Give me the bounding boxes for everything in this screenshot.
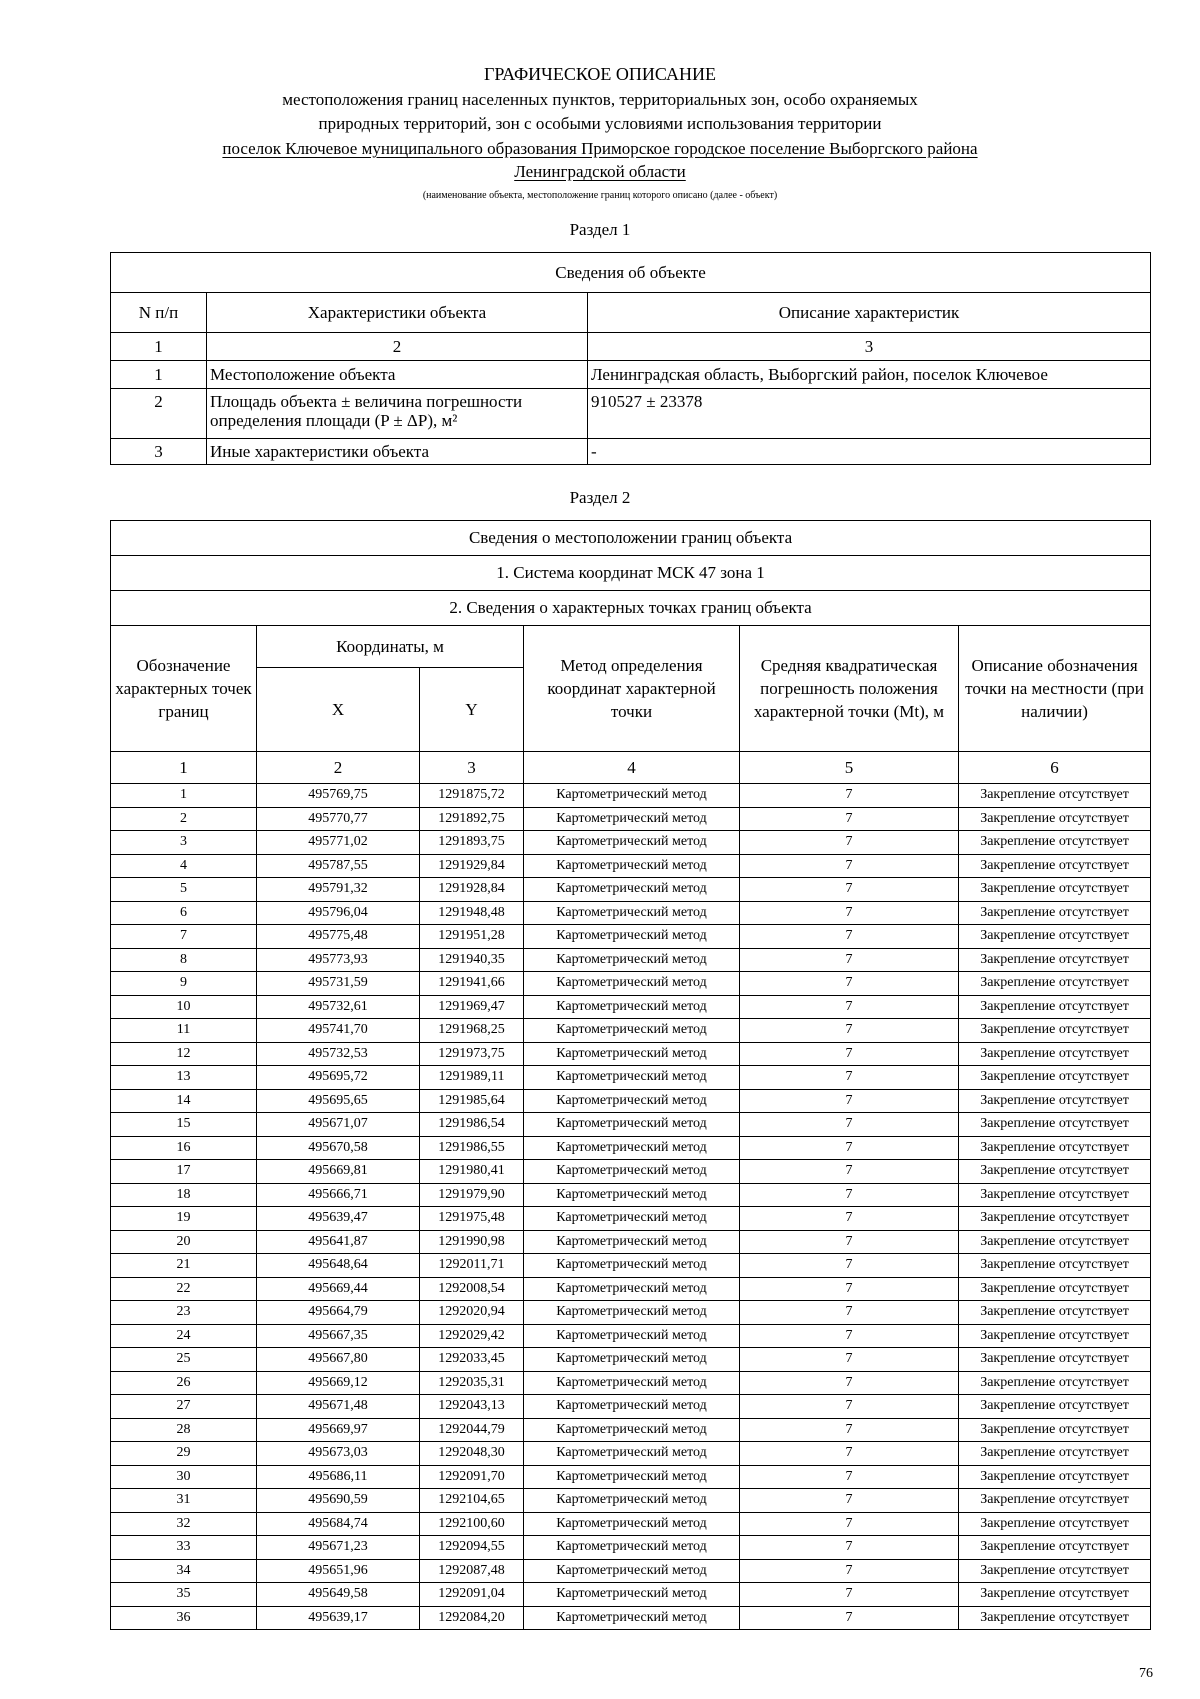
point-y: 1292033,45: [420, 1348, 524, 1372]
table-row: [111, 1489, 1151, 1513]
point-x: 495673,03: [257, 1442, 420, 1466]
document-subtitle-line2: природных территорий, зон с особыми условиями использования территории: [318, 114, 882, 133]
point-y: 1291990,98: [420, 1230, 524, 1254]
column-header-characteristics: Характеристики объекта: [207, 293, 588, 333]
point-method: Картометрический метод: [524, 831, 740, 855]
row-number: 2: [111, 389, 207, 439]
column-header-method: Метод определения координат характерной точки: [524, 626, 740, 752]
point-x: 495669,12: [257, 1371, 420, 1395]
point-method: Картометрический метод: [524, 972, 740, 996]
point-y: 1292094,55: [420, 1536, 524, 1560]
boundary-points-table: [110, 520, 1151, 1630]
point-number: 12: [111, 1042, 257, 1066]
point-error: 7: [740, 1301, 959, 1325]
point-error: 7: [740, 1536, 959, 1560]
point-y: 1291986,54: [420, 1113, 524, 1137]
point-description: Закрепление отсутствует: [959, 925, 1151, 949]
point-number: 35: [111, 1583, 257, 1607]
point-y: 1292084,20: [420, 1606, 524, 1630]
point-number: 31: [111, 1489, 257, 1513]
point-y: 1291929,84: [420, 854, 524, 878]
point-x: 495639,17: [257, 1606, 420, 1630]
point-description: Закрепление отсутствует: [959, 1089, 1151, 1113]
point-description: Закрепление отсутствует: [959, 972, 1151, 996]
point-y: 1291969,47: [420, 995, 524, 1019]
point-number: 23: [111, 1301, 257, 1325]
column-header-number: N п/п: [111, 293, 207, 333]
point-error: 7: [740, 1348, 959, 1372]
point-method: Картометрический метод: [524, 1465, 740, 1489]
row-number: 1: [111, 361, 207, 389]
point-method: Картометрический метод: [524, 1606, 740, 1630]
characteristic-name: Иные характеристики объекта: [207, 439, 588, 465]
point-x: 495796,04: [257, 901, 420, 925]
point-description: Закрепление отсутствует: [959, 1395, 1151, 1419]
point-x: 495669,81: [257, 1160, 420, 1184]
point-description: Закрепление отсутствует: [959, 1160, 1151, 1184]
section1-title: Раздел 1: [569, 220, 631, 239]
table-row: [111, 1207, 1151, 1231]
point-method: Картометрический метод: [524, 1019, 740, 1043]
point-description: Закрепление отсутствует: [959, 1536, 1151, 1560]
point-method: Картометрический метод: [524, 925, 740, 949]
point-error: 7: [740, 854, 959, 878]
point-number: 32: [111, 1512, 257, 1536]
point-x: 495651,96: [257, 1559, 420, 1583]
point-y: 1292020,94: [420, 1301, 524, 1325]
point-error: 7: [740, 1207, 959, 1231]
point-number: 2: [111, 807, 257, 831]
point-number: 27: [111, 1395, 257, 1419]
table-row: [111, 1442, 1151, 1466]
point-description: Закрепление отсутствует: [959, 784, 1151, 808]
point-x: 495641,87: [257, 1230, 420, 1254]
point-description: Закрепление отсутствует: [959, 1183, 1151, 1207]
point-method: Картометрический метод: [524, 854, 740, 878]
point-error: 7: [740, 831, 959, 855]
point-x: 495695,65: [257, 1089, 420, 1113]
point-method: Картометрический метод: [524, 1512, 740, 1536]
point-description: Закрепление отсутствует: [959, 1136, 1151, 1160]
point-y: 1292043,13: [420, 1395, 524, 1419]
table-row: [111, 1230, 1151, 1254]
point-number: 14: [111, 1089, 257, 1113]
table-row: [111, 361, 1151, 389]
point-y: 1291975,48: [420, 1207, 524, 1231]
point-y: 1291893,75: [420, 831, 524, 855]
table-row: [111, 878, 1151, 902]
point-x: 495639,47: [257, 1207, 420, 1231]
point-number: 10: [111, 995, 257, 1019]
table-row: [111, 1277, 1151, 1301]
column-number-cell: 1: [111, 333, 207, 361]
column-header-description: Описание характеристик: [588, 293, 1151, 333]
table-row: [111, 1536, 1151, 1560]
point-error: 7: [740, 1465, 959, 1489]
table-row: [111, 1136, 1151, 1160]
point-method: Картометрический метод: [524, 1113, 740, 1137]
point-x: 495695,72: [257, 1066, 420, 1090]
table-row: [111, 439, 1151, 465]
characteristic-value: 910527 ± 23378: [588, 389, 1151, 439]
point-error: 7: [740, 1183, 959, 1207]
point-y: 1292091,70: [420, 1465, 524, 1489]
column-header-y: Y: [420, 668, 524, 752]
point-x: 495769,75: [257, 784, 420, 808]
point-method: Картометрический метод: [524, 1207, 740, 1231]
document-title: ГРАФИЧЕСКОЕ ОПИСАНИЕ: [483, 64, 717, 84]
point-method: Картометрический метод: [524, 1183, 740, 1207]
point-method: Картометрический метод: [524, 1418, 740, 1442]
table-row: [111, 948, 1151, 972]
point-description: Закрепление отсутствует: [959, 1207, 1151, 1231]
point-description: Закрепление отсутствует: [959, 1113, 1151, 1137]
point-error: 7: [740, 1160, 959, 1184]
point-y: 1292011,71: [420, 1254, 524, 1278]
point-number: 22: [111, 1277, 257, 1301]
point-x: 495732,53: [257, 1042, 420, 1066]
table-row: [111, 807, 1151, 831]
point-error: 7: [740, 1371, 959, 1395]
point-number: 13: [111, 1066, 257, 1090]
object-name-line2: Ленинградской области: [514, 162, 686, 181]
point-y: 1292029,42: [420, 1324, 524, 1348]
point-y: 1292087,48: [420, 1559, 524, 1583]
column-header-x: X: [257, 668, 420, 752]
point-description: Закрепление отсутствует: [959, 995, 1151, 1019]
point-error: 7: [740, 901, 959, 925]
point-number: 6: [111, 901, 257, 925]
point-number: 3: [111, 831, 257, 855]
point-number: 11: [111, 1019, 257, 1043]
table-row: [111, 1348, 1151, 1372]
point-description: Закрепление отсутствует: [959, 1254, 1151, 1278]
point-number: 34: [111, 1559, 257, 1583]
table-row: [111, 972, 1151, 996]
point-method: Картометрический метод: [524, 1489, 740, 1513]
point-description: Закрепление отсутствует: [959, 1348, 1151, 1372]
point-error: 7: [740, 807, 959, 831]
point-description: Закрепление отсутствует: [959, 807, 1151, 831]
points-table-title: 2. Сведения о характерных точках границ объекта: [111, 591, 1151, 626]
table-row: [111, 831, 1151, 855]
point-number: 20: [111, 1230, 257, 1254]
point-y: 1291985,64: [420, 1089, 524, 1113]
point-method: Картометрический метод: [524, 1230, 740, 1254]
point-x: 495649,58: [257, 1583, 420, 1607]
column-header-designation: Обозначение характерных точек границ: [111, 626, 257, 752]
point-x: 495684,74: [257, 1512, 420, 1536]
column-number-cell: 3: [420, 752, 524, 784]
point-y: 1291892,75: [420, 807, 524, 831]
point-method: Картометрический метод: [524, 807, 740, 831]
point-x: 495787,55: [257, 854, 420, 878]
point-method: Картометрический метод: [524, 1277, 740, 1301]
point-error: 7: [740, 1324, 959, 1348]
coordinate-system: 1. Система координат МСК 47 зона 1: [111, 556, 1151, 591]
boundaries-table-title: Сведения о местоположении границ объекта: [111, 521, 1151, 556]
column-number-cell: 2: [207, 333, 588, 361]
point-x: 495669,44: [257, 1277, 420, 1301]
table-row: [111, 1066, 1151, 1090]
point-y: 1292100,60: [420, 1512, 524, 1536]
point-x: 495667,80: [257, 1348, 420, 1372]
point-number: 26: [111, 1371, 257, 1395]
point-description: Закрепление отсутствует: [959, 1418, 1151, 1442]
point-description: Закрепление отсутствует: [959, 1324, 1151, 1348]
characteristic-value: Ленинградская область, Выборгский район, поселок Ключевое: [588, 361, 1151, 389]
point-description: Закрепление отсутствует: [959, 1512, 1151, 1536]
column-number-cell: 5: [740, 752, 959, 784]
point-x: 495664,79: [257, 1301, 420, 1325]
point-x: 495671,07: [257, 1113, 420, 1137]
point-number: 8: [111, 948, 257, 972]
point-error: 7: [740, 1418, 959, 1442]
table-row: [111, 901, 1151, 925]
point-x: 495690,59: [257, 1489, 420, 1513]
point-y: 1292104,65: [420, 1489, 524, 1513]
point-x: 495666,71: [257, 1183, 420, 1207]
characteristic-value: -: [588, 439, 1151, 465]
point-y: 1291980,41: [420, 1160, 524, 1184]
point-x: 495770,77: [257, 807, 420, 831]
point-method: Картометрический метод: [524, 1442, 740, 1466]
object-info-table-title: Сведения об объекте: [111, 253, 1151, 293]
point-error: 7: [740, 1489, 959, 1513]
point-x: 495670,58: [257, 1136, 420, 1160]
point-y: 1291940,35: [420, 948, 524, 972]
point-method: Картометрический метод: [524, 1583, 740, 1607]
point-x: 495741,70: [257, 1019, 420, 1043]
table-row: [111, 784, 1151, 808]
point-method: Картометрический метод: [524, 1089, 740, 1113]
point-method: Картометрический метод: [524, 1324, 740, 1348]
table-row: [111, 995, 1151, 1019]
table-row: [111, 1019, 1151, 1043]
point-x: 495771,02: [257, 831, 420, 855]
point-error: 7: [740, 1277, 959, 1301]
point-number: 28: [111, 1418, 257, 1442]
point-method: Картометрический метод: [524, 1395, 740, 1419]
point-error: 7: [740, 972, 959, 996]
point-method: Картометрический метод: [524, 948, 740, 972]
table-row: [111, 1559, 1151, 1583]
point-description: Закрепление отсутствует: [959, 1442, 1151, 1466]
point-y: 1292091,04: [420, 1583, 524, 1607]
table-row: [111, 1160, 1151, 1184]
point-method: Картометрический метод: [524, 1348, 740, 1372]
point-description: Закрепление отсутствует: [959, 1277, 1151, 1301]
point-y: 1292035,31: [420, 1371, 524, 1395]
point-method: Картометрический метод: [524, 1371, 740, 1395]
point-number: 1: [111, 784, 257, 808]
table-row: [111, 1465, 1151, 1489]
point-error: 7: [740, 1559, 959, 1583]
point-method: Картометрический метод: [524, 995, 740, 1019]
point-y: 1291948,48: [420, 901, 524, 925]
point-error: 7: [740, 1042, 959, 1066]
column-header-coordinates: Координаты, м: [257, 626, 524, 668]
point-y: 1291986,55: [420, 1136, 524, 1160]
point-number: 25: [111, 1348, 257, 1372]
table-row: [111, 1418, 1151, 1442]
point-x: 495686,11: [257, 1465, 420, 1489]
point-error: 7: [740, 1442, 959, 1466]
point-description: Закрепление отсутствует: [959, 831, 1151, 855]
point-number: 21: [111, 1254, 257, 1278]
table-row: [111, 1324, 1151, 1348]
point-y: 1292008,54: [420, 1277, 524, 1301]
object-name-line1: поселок Ключевое муниципального образования Приморское городское поселение Выборгского района: [222, 139, 978, 158]
point-y: 1291951,28: [420, 925, 524, 949]
table-row: [111, 1371, 1151, 1395]
point-number: 16: [111, 1136, 257, 1160]
point-description: Закрепление отсутствует: [959, 854, 1151, 878]
point-error: 7: [740, 1254, 959, 1278]
point-number: 4: [111, 854, 257, 878]
point-error: 7: [740, 1136, 959, 1160]
table-row: [111, 1395, 1151, 1419]
point-method: Картометрический метод: [524, 1301, 740, 1325]
point-method: Картометрический метод: [524, 1536, 740, 1560]
table-row: [111, 389, 1151, 439]
point-y: 1291973,75: [420, 1042, 524, 1066]
point-error: 7: [740, 1606, 959, 1630]
point-description: Закрепление отсутствует: [959, 901, 1151, 925]
point-number: 17: [111, 1160, 257, 1184]
table-row: [111, 1512, 1151, 1536]
section2-title: Раздел 2: [569, 488, 631, 507]
point-method: Картометрический метод: [524, 1066, 740, 1090]
point-y: 1291968,25: [420, 1019, 524, 1043]
table-row: [111, 1606, 1151, 1630]
point-number: 5: [111, 878, 257, 902]
row-number: 3: [111, 439, 207, 465]
table-row: [111, 1089, 1151, 1113]
point-y: 1291875,72: [420, 784, 524, 808]
point-description: Закрепление отсутствует: [959, 878, 1151, 902]
table-row: [111, 1113, 1151, 1137]
point-x: 495773,93: [257, 948, 420, 972]
point-y: 1291979,90: [420, 1183, 524, 1207]
point-x: 495648,64: [257, 1254, 420, 1278]
point-method: Картометрический метод: [524, 1136, 740, 1160]
point-description: Закрепление отсутствует: [959, 1230, 1151, 1254]
column-number-cell: 3: [588, 333, 1151, 361]
point-number: 18: [111, 1183, 257, 1207]
point-number: 19: [111, 1207, 257, 1231]
point-number: 30: [111, 1465, 257, 1489]
table-row: [111, 1042, 1151, 1066]
point-number: 33: [111, 1536, 257, 1560]
point-y: 1292044,79: [420, 1418, 524, 1442]
point-error: 7: [740, 1583, 959, 1607]
point-error: 7: [740, 925, 959, 949]
point-number: 15: [111, 1113, 257, 1137]
point-method: Картометрический метод: [524, 1559, 740, 1583]
point-x: 495791,32: [257, 878, 420, 902]
point-description: Закрепление отсутствует: [959, 1042, 1151, 1066]
table-row: [111, 854, 1151, 878]
point-x: 495671,23: [257, 1536, 420, 1560]
point-description: Закрепление отсутствует: [959, 1606, 1151, 1630]
point-description: Закрепление отсутствует: [959, 1371, 1151, 1395]
point-error: 7: [740, 1066, 959, 1090]
point-error: 7: [740, 948, 959, 972]
points-table-body: [111, 784, 1151, 1630]
column-number-cell: 1: [111, 752, 257, 784]
object-caption: (наименование объекта, местоположение границ которого описано (далее - объект): [422, 190, 778, 201]
table-row: [111, 1254, 1151, 1278]
point-error: 7: [740, 1019, 959, 1043]
point-number: 36: [111, 1606, 257, 1630]
point-description: Закрепление отсутствует: [959, 1465, 1151, 1489]
point-method: Картометрический метод: [524, 1160, 740, 1184]
table-row: [111, 1183, 1151, 1207]
table-row: [111, 1301, 1151, 1325]
point-x: 495732,61: [257, 995, 420, 1019]
point-method: Картометрический метод: [524, 784, 740, 808]
characteristic-name: Местоположение объекта: [207, 361, 588, 389]
point-description: Закрепление отсутствует: [959, 1559, 1151, 1583]
table-row: [111, 1583, 1151, 1607]
point-description: Закрепление отсутствует: [959, 948, 1151, 972]
point-description: Закрепление отсутствует: [959, 1489, 1151, 1513]
point-error: 7: [740, 1395, 959, 1419]
point-description: Закрепление отсутствует: [959, 1301, 1151, 1325]
point-error: 7: [740, 1512, 959, 1536]
point-x: 495669,97: [257, 1418, 420, 1442]
point-number: 24: [111, 1324, 257, 1348]
characteristic-name: Площадь объекта ± величина погрешности определения площади (P ± ΔP), м²: [207, 389, 588, 439]
column-header-error: Средняя квадратическая погрешность положения характерной точки (Mt), м: [740, 626, 959, 752]
point-error: 7: [740, 1230, 959, 1254]
point-x: 495731,59: [257, 972, 420, 996]
page-number: 76: [1139, 1666, 1153, 1681]
point-number: 29: [111, 1442, 257, 1466]
point-method: Картометрический метод: [524, 901, 740, 925]
column-header-point-description: Описание обозначения точки на местности (при наличии): [959, 626, 1151, 752]
point-method: Картометрический метод: [524, 1254, 740, 1278]
column-number-cell: 6: [959, 752, 1151, 784]
point-method: Картометрический метод: [524, 878, 740, 902]
point-y: 1291928,84: [420, 878, 524, 902]
point-error: 7: [740, 995, 959, 1019]
point-description: Закрепление отсутствует: [959, 1066, 1151, 1090]
object-info-table: [110, 252, 1151, 465]
point-y: 1291941,66: [420, 972, 524, 996]
point-description: Закрепление отсутствует: [959, 1583, 1151, 1607]
point-error: 7: [740, 878, 959, 902]
point-y: 1292048,30: [420, 1442, 524, 1466]
column-number-cell: 4: [524, 752, 740, 784]
point-error: 7: [740, 784, 959, 808]
point-method: Картометрический метод: [524, 1042, 740, 1066]
point-error: 7: [740, 1089, 959, 1113]
point-x: 495671,48: [257, 1395, 420, 1419]
point-number: 9: [111, 972, 257, 996]
point-description: Закрепление отсутствует: [959, 1019, 1151, 1043]
point-x: 495667,35: [257, 1324, 420, 1348]
point-y: 1291989,11: [420, 1066, 524, 1090]
document-subtitle-line1: местоположения границ населенных пунктов, территориальных зон, особо охраняемых: [282, 90, 918, 109]
point-number: 7: [111, 925, 257, 949]
point-x: 495775,48: [257, 925, 420, 949]
point-error: 7: [740, 1113, 959, 1137]
table-row: [111, 925, 1151, 949]
column-number-cell: 2: [257, 752, 420, 784]
